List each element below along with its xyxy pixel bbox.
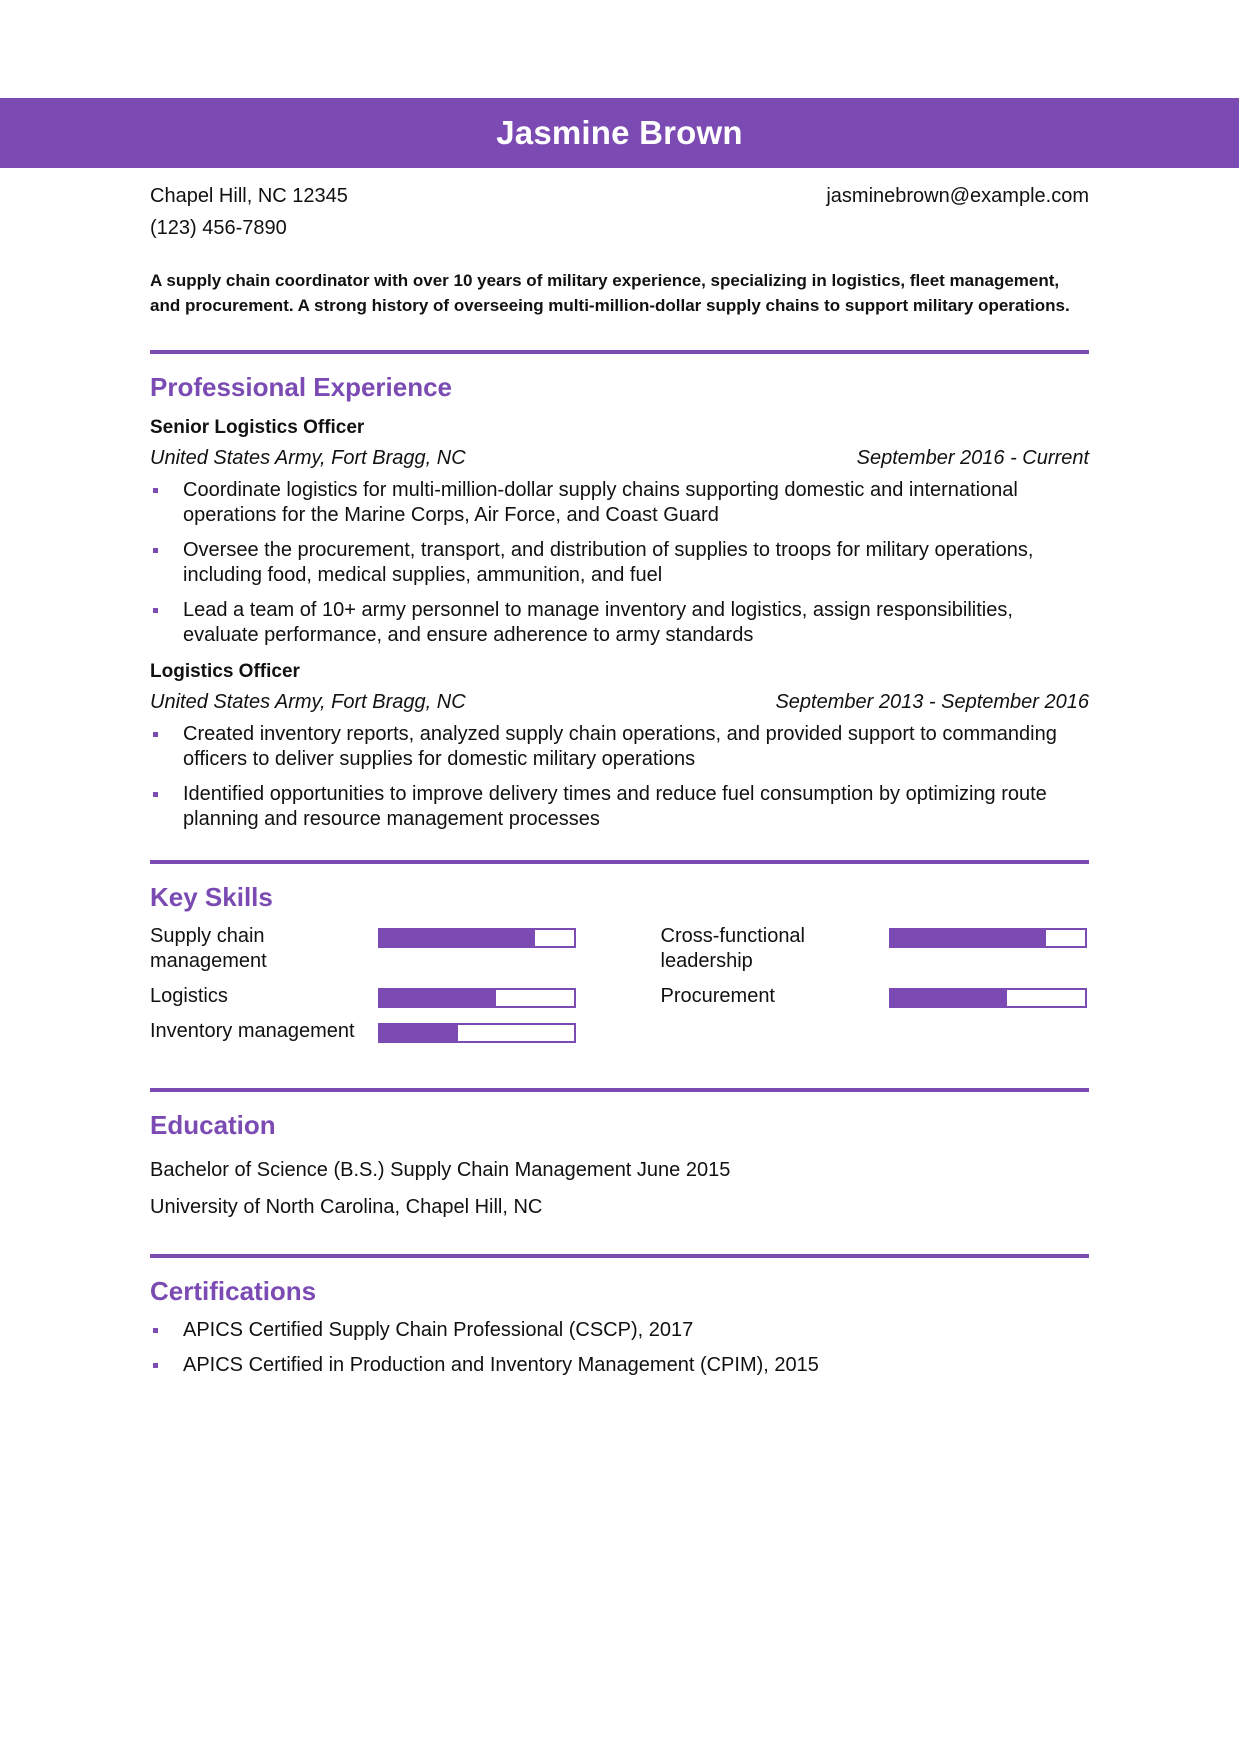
- job-meta: [150, 686, 1089, 718]
- education-degree: Bachelor of Science (B.S.) Supply Chain Management June 2015: [150, 1159, 731, 1181]
- skills-grid: [150, 924, 1089, 1054]
- summary: A supply chain coordinator with over 10 years of military experience, specializing in logistics, fleet management, and procurement. A strong history of overseeing multi-million-dollar supply chains to support military operations.: [150, 271, 1070, 315]
- bullet-square-icon: [153, 792, 158, 797]
- skills-column-left: [150, 924, 579, 1054]
- skill-item: [661, 924, 1090, 974]
- section-divider: [150, 1088, 1089, 1092]
- contact-email: jasminebrown@example.com: [826, 185, 1089, 207]
- skill-name: Supply chain management: [150, 925, 267, 972]
- section-title-skills: Key Skills: [150, 882, 273, 912]
- skill-item: [661, 984, 1090, 1009]
- bullet-square-icon: [153, 1363, 158, 1368]
- section-divider: [150, 350, 1089, 354]
- skill-level-fill: [891, 990, 1007, 1006]
- job-bullets: [150, 478, 1089, 648]
- certification-text: APICS Certified Supply Chain Professional (CSCP), 2017: [183, 1319, 694, 1341]
- contact-block: [150, 180, 1089, 266]
- skill-level-fill: [380, 990, 496, 1006]
- education-school: University of North Carolina, Chapel Hill, NC: [150, 1196, 543, 1218]
- job-bullets: [150, 722, 1089, 832]
- skills-column-right: [661, 924, 1090, 1054]
- bullet-text: Lead a team of 10+ army personnel to manage inventory and logistics, assign responsibilities, evaluate performance, and ensure adherence to army standards: [183, 599, 1013, 646]
- bullet-square-icon: [153, 548, 158, 553]
- list-item: [150, 538, 1089, 588]
- skill-item: [150, 1019, 579, 1044]
- list-item: [150, 598, 1089, 648]
- job-dates: September 2013 - September 2016: [775, 691, 1089, 713]
- bullet-text: Created inventory reports, analyzed supply chain operations, and provided support to commanding officers to deliver supplies for domestic military operations: [183, 723, 1057, 770]
- skill-item: [150, 924, 579, 974]
- list-item: [150, 1318, 1089, 1343]
- skill-name: Inventory management: [150, 1020, 355, 1042]
- skill-level-bar: [889, 988, 1087, 1008]
- job-entry: [150, 658, 1089, 832]
- skill-name: Cross-functional leadership: [660, 925, 806, 972]
- contact-location: Chapel Hill, NC 12345: [150, 185, 348, 207]
- skill-level-bar: [889, 928, 1087, 948]
- bullet-text: Identified opportunities to improve delivery times and reduce fuel consumption by optimizing route planning and resource management processes: [183, 783, 1047, 830]
- skill-item: [150, 984, 579, 1009]
- skill-level-bar: [378, 988, 576, 1008]
- candidate-name: Jasmine Brown: [496, 114, 743, 151]
- contact-phone: (123) 456-7890: [150, 217, 287, 239]
- skill-level-fill: [891, 930, 1046, 946]
- certification-text: APICS Certified in Production and Inventory Management (CPIM), 2015: [183, 1354, 819, 1376]
- contact-left: [150, 180, 348, 244]
- job-title: Senior Logistics Officer: [150, 417, 365, 438]
- bullet-text: Coordinate logistics for multi-million-dollar supply chains supporting domestic and international operations for the Marine Corps, Air Force, and Coast Guard: [183, 479, 1018, 526]
- skill-name: Procurement: [660, 985, 775, 1007]
- header-bar: [0, 98, 1239, 168]
- bullet-square-icon: [153, 608, 158, 613]
- job-organization: United States Army, Fort Bragg, NC: [150, 447, 466, 469]
- skill-level-fill: [380, 930, 535, 946]
- skill-level-fill: [380, 1025, 458, 1041]
- job-dates: September 2016 - Current: [856, 447, 1089, 469]
- bullet-text: Oversee the procurement, transport, and distribution of supplies to troops for military operations, including food, medical supplies, ammunition, and fuel: [183, 539, 1034, 586]
- list-item: [150, 1353, 1089, 1378]
- section-title-certifications: Certifications: [150, 1276, 317, 1306]
- resume-body: [150, 180, 1089, 1388]
- bullet-square-icon: [153, 732, 158, 737]
- section-title-experience: Professional Experience: [150, 372, 453, 402]
- bullet-square-icon: [153, 1328, 158, 1333]
- bullet-square-icon: [153, 488, 158, 493]
- certification-list: [150, 1318, 1089, 1378]
- skill-level-bar: [378, 928, 576, 948]
- skill-name: Logistics: [150, 985, 228, 1007]
- job-meta: [150, 442, 1089, 474]
- section-divider: [150, 860, 1089, 864]
- job-organization: United States Army, Fort Bragg, NC: [150, 691, 466, 713]
- section-title-education: Education: [150, 1110, 276, 1140]
- skill-level-bar: [378, 1023, 576, 1043]
- list-item: [150, 722, 1089, 772]
- list-item: [150, 782, 1089, 832]
- section-divider: [150, 1254, 1089, 1258]
- job-entry: [150, 414, 1089, 648]
- job-title: Logistics Officer: [150, 661, 300, 682]
- list-item: [150, 478, 1089, 528]
